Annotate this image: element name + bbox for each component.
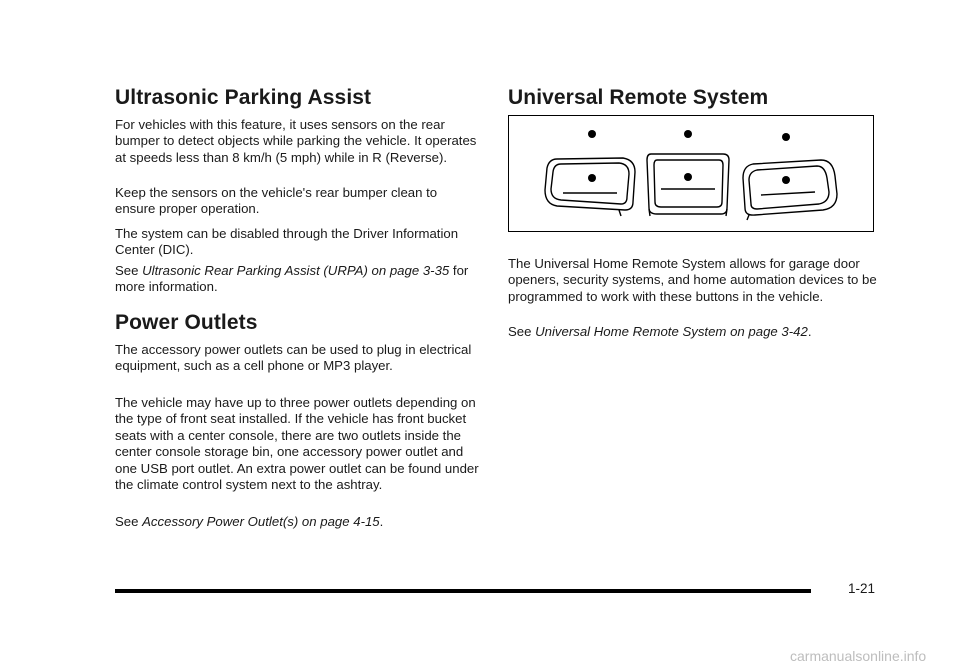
see-prefix: See: [115, 514, 143, 529]
parking-assist-paragraph-1: For vehicles with this feature, it uses sensors on the rear bumper to detect objects while parking the vehicle. It operates at speeds less than 8 km/h (5 mph) while in R (Reverse).: [115, 117, 477, 165]
footer-rule: [115, 589, 811, 593]
universal-remote-see-reference: [508, 324, 811, 340]
parking-assist-paragraph-3: The system can be disabled through the Driver Information Center (DIC).: [115, 226, 459, 258]
button-3-dot: [782, 176, 790, 184]
page-number: 1-21: [848, 581, 876, 596]
heading-power-outlets: Power Outlets: [115, 311, 258, 334]
watermark-text: carmanualsonline.info: [790, 648, 927, 664]
power-outlets-paragraph-1: The accessory power outlets can be used to plug in electrical equipment, such as a cell phone or MP3 player.: [115, 342, 472, 374]
remote-button-2: [647, 154, 729, 216]
universal-remote-paragraph-1: The Universal Home Remote System allows for garage door openers, security systems, and home automation devices to be programmed to work with these buttons in the vehicle.: [508, 256, 877, 304]
see-suffix: .: [379, 514, 384, 529]
button-2-dot: [684, 173, 692, 181]
power-outlets-paragraph-2: The vehicle may have up to three power outlets depending on the type of front seat installed. If the vehicle has front bucket seats with a center console, there are two outlets inside the center console storage bin, one accessory power outlet and one USB port outlet. An extra power outlet can be found under the climate control system next to the ashtray.: [115, 395, 479, 493]
heading-universal-remote-system: Universal Remote System: [508, 86, 769, 109]
button-1-dot: [588, 174, 596, 182]
see-suffix: .: [807, 324, 812, 339]
remote-button-3: [743, 160, 837, 220]
parking-assist-paragraph-2: Keep the sensors on the vehicle's rear bumper clean to ensure proper operation.: [115, 185, 438, 217]
see-suffix: for more information.: [115, 263, 469, 295]
parking-assist-see-reference: [115, 263, 480, 296]
remote-buttons-drawing: [509, 116, 875, 233]
universal-remote-buttons-illustration: [508, 115, 874, 232]
led-indicator-2: [684, 130, 692, 138]
see-prefix: See: [508, 324, 536, 339]
urpa-cross-reference-link[interactable]: Ultrasonic Rear Parking Assist (URPA) on page 3-35: [142, 263, 450, 278]
power-outlets-see-reference: [115, 514, 383, 530]
accessory-power-outlet-cross-reference-link[interactable]: Accessory Power Outlet(s) on page 4-15: [142, 514, 380, 529]
led-indicator-1: [588, 130, 596, 138]
see-prefix: See: [115, 263, 143, 278]
remote-button-1: [545, 158, 635, 216]
universal-home-remote-cross-reference-link[interactable]: Universal Home Remote System on page 3-42: [535, 324, 808, 339]
led-indicator-3: [782, 133, 790, 141]
heading-ultrasonic-parking-assist: Ultrasonic Parking Assist: [115, 86, 372, 109]
